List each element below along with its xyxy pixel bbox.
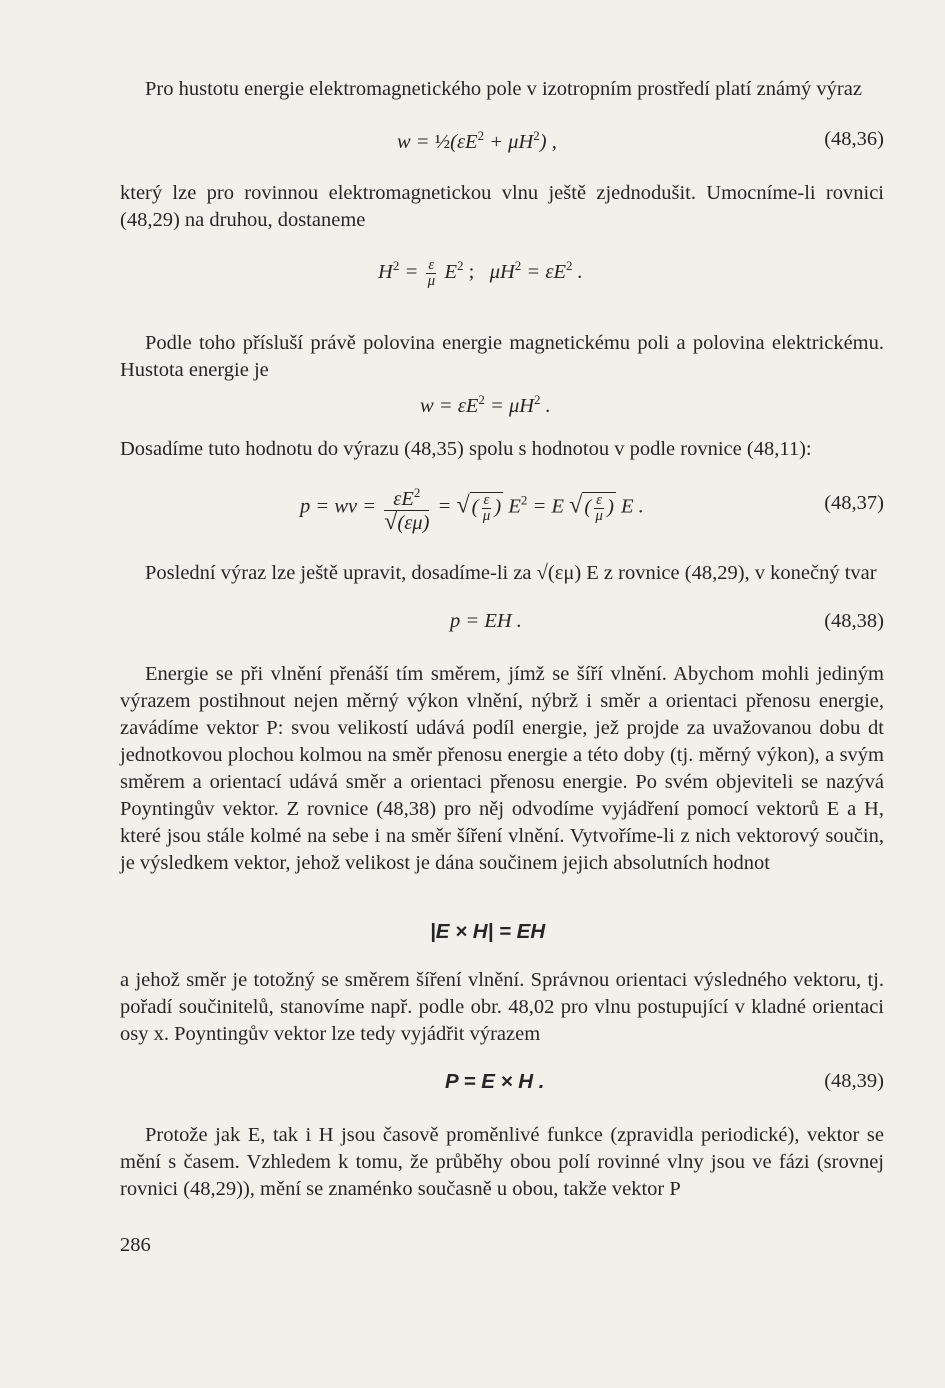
equation-48-39 <box>120 1070 884 1110</box>
paragraph-energy-density-intro: Pro hustotu energie elektromagnetického pole v izotropním prostředí platí známý výraz <box>145 78 862 100</box>
equation-energy-density <box>120 392 884 432</box>
equation-number-48-38: (48,38) <box>824 610 884 632</box>
equation-number-48-39: (48,39) <box>824 1070 884 1092</box>
paragraph-time-varying: Protože jak E, tak i H jsou časově proměnlivé funkce (zpravidla periodické), vektor se mění s časem. Vzhledem k tomu, že průběhy obou polí rovinné vlny jsou ve fázi (srovnej rovnici (48,29)), mění se znaménko současně u obou, takže vektor P <box>120 1124 884 1200</box>
equation-h-squared <box>120 258 884 308</box>
paragraph-orientation: a jehož směr je totožný se směrem šíření vlnění. Správnou orientaci výsledného vektoru, tj. pořadí součinitelů, stanovíme např. podle obr. 48,02 pro vlnu postupující v kladné orientaci osy x. Poyntingův vektor lze tedy vyjádřit výrazem <box>120 969 884 1045</box>
equation-number-48-36: (48,36) <box>824 128 884 150</box>
equation-48-38-body: p = EH . <box>450 610 522 632</box>
paragraph-half-energy: Podle toho přísluší právě polovina energie magnetickému poli a polovina elektrickému. Hustota energie je <box>120 332 884 381</box>
equation-energy-density-body: $w = \varepsilon E^2 = \mu H^2$ . <box>420 392 551 417</box>
page-number: 286 <box>120 1234 151 1256</box>
paragraph-substitute: Dosadíme tuto hodnotu do výrazu (48,35) spolu s hodnotou v podle rovnice (48,11): <box>120 438 812 460</box>
equation-48-36-body: $w = \frac{1}{2}(\varepsilon E^2 + \mu H^2)$ , <box>397 128 557 153</box>
paragraph-last-expression: Poslední výraz lze ještě upravit, dosadíme-li za √(εμ) E z rovnice (48,29), v konečný tvar <box>145 562 877 584</box>
equation-48-37-body: p = wv = $\frac{\varepsilon E^2}{√(\varepsilon\mu)}$ = √( $\frac{\varepsilon}{\mu}$ ) $E^2 = E$ √( $\frac{\varepsilon}{\mu}$ ) E . <box>300 482 644 534</box>
equation-48-39-body: P = E × H . <box>445 1070 545 1093</box>
equation-cross-product-body: |E × H| = EH <box>430 920 546 943</box>
equation-48-36 <box>120 128 884 168</box>
equation-48-38 <box>120 610 884 650</box>
paragraph-poynting: Energie se při vlnění přenáší tím směrem, jímž se šíří vlnění. Abychom mohli jediným výrazem postihnout nejen měrný výkon vlnění, nýbrž i směr a orientaci přenosu energie, zavádíme vektor P: svou velikostí udává podíl energie, jež projde za uvažovanou dobu dt jednotkovou plochou kolmou na směr přenosu energie a této doby (tj. měrný výkon), a svým směrem a orientací udává směr a orientaci přenosu energie. Po svém objeviteli se nazývá Poyntingův vektor. Z rovnice (48,38) pro něj odvodíme vyjádření pomocí vektorů E a H, které jsou stále kolmé na sebe i na směr šíření vlnění. Vytvoříme-li z nich vektorový součin, je výsledkem vektor, jehož velikost je dána součinem jejich absolutních hodnot <box>120 663 884 874</box>
equation-cross-product <box>120 920 884 960</box>
paragraph-plane-wave: který lze pro rovinnou elektromagnetickou vlnu ještě zjednodušit. Umocníme-li rovnici (48,29) na druhou, dostaneme <box>120 182 884 231</box>
equation-number-48-37: (48,37) <box>824 492 884 514</box>
equation-h-squared-body: $H^2$ = $\frac{\varepsilon}{\mu}$ $E^2$ ; $\mu H^2 = \varepsilon E^2$ . <box>378 257 583 289</box>
equation-48-37 <box>120 478 884 536</box>
